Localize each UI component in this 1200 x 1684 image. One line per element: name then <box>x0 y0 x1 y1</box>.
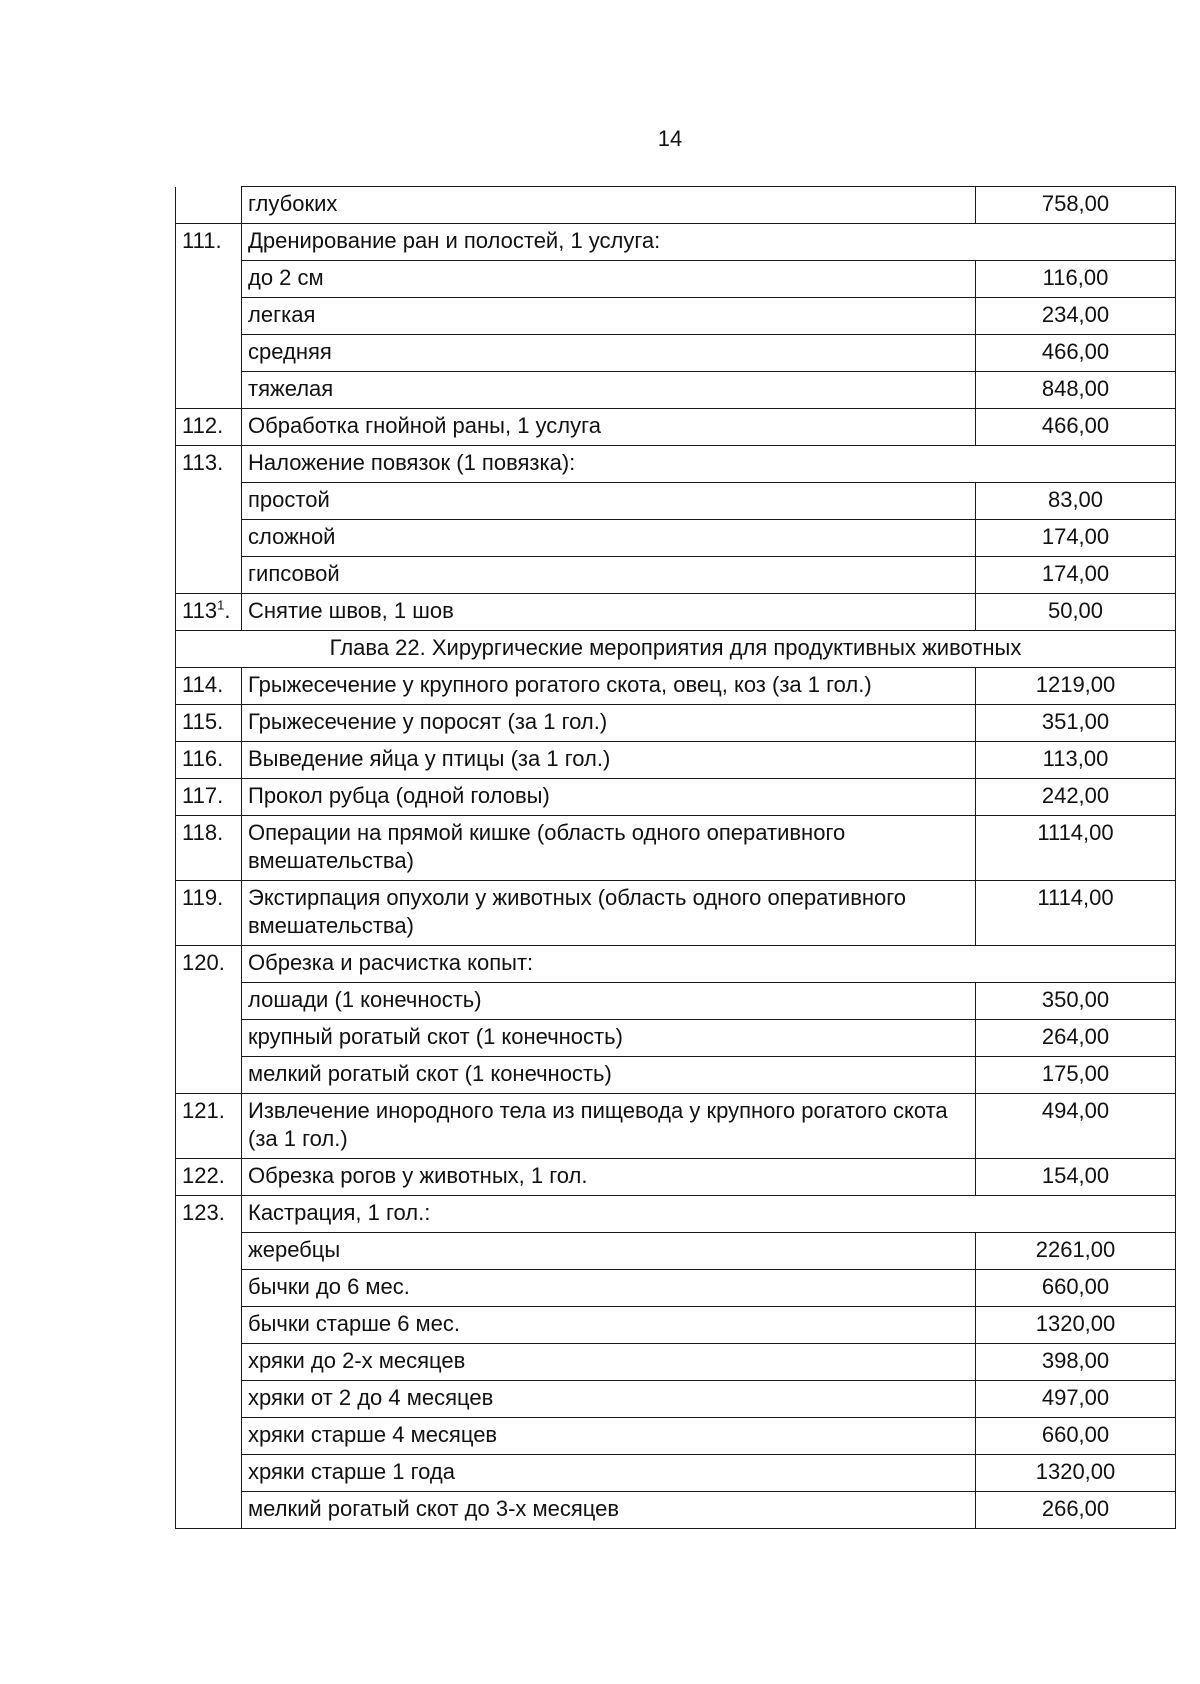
table-row <box>176 668 1176 705</box>
row-name: лошади (1 конечность) <box>242 983 976 1020</box>
row-price: 1320,00 <box>976 1455 1176 1492</box>
row-number <box>176 1270 242 1307</box>
table-row <box>176 742 1176 779</box>
row-number <box>176 1381 242 1418</box>
table-row <box>176 1270 1176 1307</box>
row-price: 242,00 <box>976 779 1176 816</box>
table-row <box>176 187 1176 224</box>
row-number <box>176 1344 242 1381</box>
row-name: Грыжесечение у поросят (за 1 гол.) <box>242 705 976 742</box>
row-price: 234,00 <box>976 298 1176 335</box>
row-price: 116,00 <box>976 261 1176 298</box>
row-name: Обрезка и расчистка копыт: <box>242 946 1176 983</box>
table-row <box>176 1196 1176 1233</box>
row-price: 351,00 <box>976 705 1176 742</box>
row-name: средняя <box>242 335 976 372</box>
chapter-title: Глава 22. Хирургические мероприятия для продуктивных животных <box>176 631 1176 668</box>
row-name: Экстирпация опухоли у животных (область одного оперативного вмешательства) <box>242 881 976 946</box>
row-number: 118. <box>176 816 242 881</box>
row-price: 466,00 <box>976 409 1176 446</box>
row-price: 175,00 <box>976 1057 1176 1094</box>
table-row <box>176 816 1176 881</box>
row-name: до 2 см <box>242 261 976 298</box>
row-price: 350,00 <box>976 983 1176 1020</box>
row-name: Дренирование ран и полостей, 1 услуга: <box>242 224 1176 261</box>
row-number: 123. <box>176 1196 242 1233</box>
row-number: 120. <box>176 946 242 983</box>
row-name: сложной <box>242 520 976 557</box>
row-name: простой <box>242 483 976 520</box>
table-row <box>176 520 1176 557</box>
price-table <box>175 186 1176 1529</box>
row-price: 494,00 <box>976 1094 1176 1159</box>
table-row <box>176 224 1176 261</box>
row-name: легкая <box>242 298 976 335</box>
table-row <box>176 594 1176 631</box>
table-row <box>176 446 1176 483</box>
row-number <box>176 335 242 372</box>
table-row <box>176 946 1176 983</box>
row-price: 660,00 <box>976 1418 1176 1455</box>
row-price: 758,00 <box>976 187 1176 224</box>
row-name: мелкий рогатый скот до 3-х месяцев <box>242 1492 976 1529</box>
row-price: 174,00 <box>976 557 1176 594</box>
row-number: 112. <box>176 409 242 446</box>
table-row <box>176 881 1176 946</box>
row-price: 1114,00 <box>976 816 1176 881</box>
table-row <box>176 1057 1176 1094</box>
row-number <box>176 298 242 335</box>
table-section-before <box>176 187 1176 631</box>
row-name: тяжелая <box>242 372 976 409</box>
row-name: хряки до 2-х месяцев <box>242 1344 976 1381</box>
row-name: хряки старше 4 месяцев <box>242 1418 976 1455</box>
row-price: 1320,00 <box>976 1307 1176 1344</box>
table-row <box>176 483 1176 520</box>
row-number <box>176 1233 242 1270</box>
table-row <box>176 1020 1176 1057</box>
row-number <box>176 187 242 224</box>
table-row <box>176 1307 1176 1344</box>
row-price: 83,00 <box>976 483 1176 520</box>
row-number <box>176 1455 242 1492</box>
table-row <box>176 1344 1176 1381</box>
row-name: глубоких <box>242 187 976 224</box>
table-row <box>176 1455 1176 1492</box>
row-number: 117. <box>176 779 242 816</box>
table-row <box>176 261 1176 298</box>
row-number: 113. <box>176 446 242 483</box>
table-row <box>176 1159 1176 1196</box>
row-name: хряки от 2 до 4 месяцев <box>242 1381 976 1418</box>
row-price: 113,00 <box>976 742 1176 779</box>
row-number: 121. <box>176 1094 242 1159</box>
row-name: жеребцы <box>242 1233 976 1270</box>
table-section-after <box>176 668 1176 1529</box>
row-name: мелкий рогатый скот (1 конечность) <box>242 1057 976 1094</box>
row-name: Операции на прямой кишке (область одного оперативного вмешательства) <box>242 816 976 881</box>
row-number <box>176 261 242 298</box>
row-name: Извлечение инородного тела из пищевода у крупного рогатого скота (за 1 гол.) <box>242 1094 976 1159</box>
row-price: 1114,00 <box>976 881 1176 946</box>
table-row <box>176 705 1176 742</box>
row-number <box>176 1492 242 1529</box>
table-row <box>176 1094 1176 1159</box>
row-number <box>176 1020 242 1057</box>
row-number <box>176 1418 242 1455</box>
row-number <box>176 372 242 409</box>
row-number <box>176 520 242 557</box>
table-row <box>176 983 1176 1020</box>
row-price: 466,00 <box>976 335 1176 372</box>
row-name: Кастрация, 1 гол.: <box>242 1196 1176 1233</box>
row-number <box>176 1057 242 1094</box>
row-price: 497,00 <box>976 1381 1176 1418</box>
row-name: Снятие швов, 1 шов <box>242 594 976 631</box>
row-name: Обрезка рогов у животных, 1 гол. <box>242 1159 976 1196</box>
row-name: Прокол рубца (одной головы) <box>242 779 976 816</box>
row-price: 264,00 <box>976 1020 1176 1057</box>
table-row <box>176 372 1176 409</box>
table-row <box>176 409 1176 446</box>
row-number <box>176 483 242 520</box>
row-number <box>176 1307 242 1344</box>
row-price: 660,00 <box>976 1270 1176 1307</box>
page-number: 14 <box>657 126 683 151</box>
row-number: 111. <box>176 224 242 261</box>
row-price: 154,00 <box>976 1159 1176 1196</box>
row-number: 119. <box>176 881 242 946</box>
row-name: гипсовой <box>242 557 976 594</box>
table-row <box>176 335 1176 372</box>
row-price: 398,00 <box>976 1344 1176 1381</box>
table-row <box>176 1492 1176 1529</box>
row-name: хряки старше 1 года <box>242 1455 976 1492</box>
table-row <box>176 557 1176 594</box>
row-number <box>176 983 242 1020</box>
chapter-section <box>176 631 1176 668</box>
table-row <box>176 1381 1176 1418</box>
row-price: 1219,00 <box>976 668 1176 705</box>
table-row <box>176 1418 1176 1455</box>
row-name: Грыжесечение у крупного рогатого скота, овец, коз (за 1 гол.) <box>242 668 976 705</box>
row-price: 50,00 <box>976 594 1176 631</box>
row-number <box>176 557 242 594</box>
row-number: 122. <box>176 1159 242 1196</box>
table-row <box>176 1233 1176 1270</box>
row-number: 114. <box>176 668 242 705</box>
row-name: крупный рогатый скот (1 конечность) <box>242 1020 976 1057</box>
row-number: $113^1$. <box>176 594 242 631</box>
row-name: Выведение яйца у птицы (за 1 гол.) <box>242 742 976 779</box>
row-price: 266,00 <box>976 1492 1176 1529</box>
table-row <box>176 779 1176 816</box>
row-name: бычки старше 6 мес. <box>242 1307 976 1344</box>
row-number: 116. <box>176 742 242 779</box>
row-name: Наложение повязок (1 повязка): <box>242 446 1176 483</box>
row-price: 848,00 <box>976 372 1176 409</box>
row-name: Обработка гнойной раны, 1 услуга <box>242 409 976 446</box>
table-row <box>176 298 1176 335</box>
chapter-row <box>176 631 1176 668</box>
row-number: 115. <box>176 705 242 742</box>
row-name: бычки до 6 мес. <box>242 1270 976 1307</box>
row-price: 174,00 <box>976 520 1176 557</box>
row-price: 2261,00 <box>976 1233 1176 1270</box>
